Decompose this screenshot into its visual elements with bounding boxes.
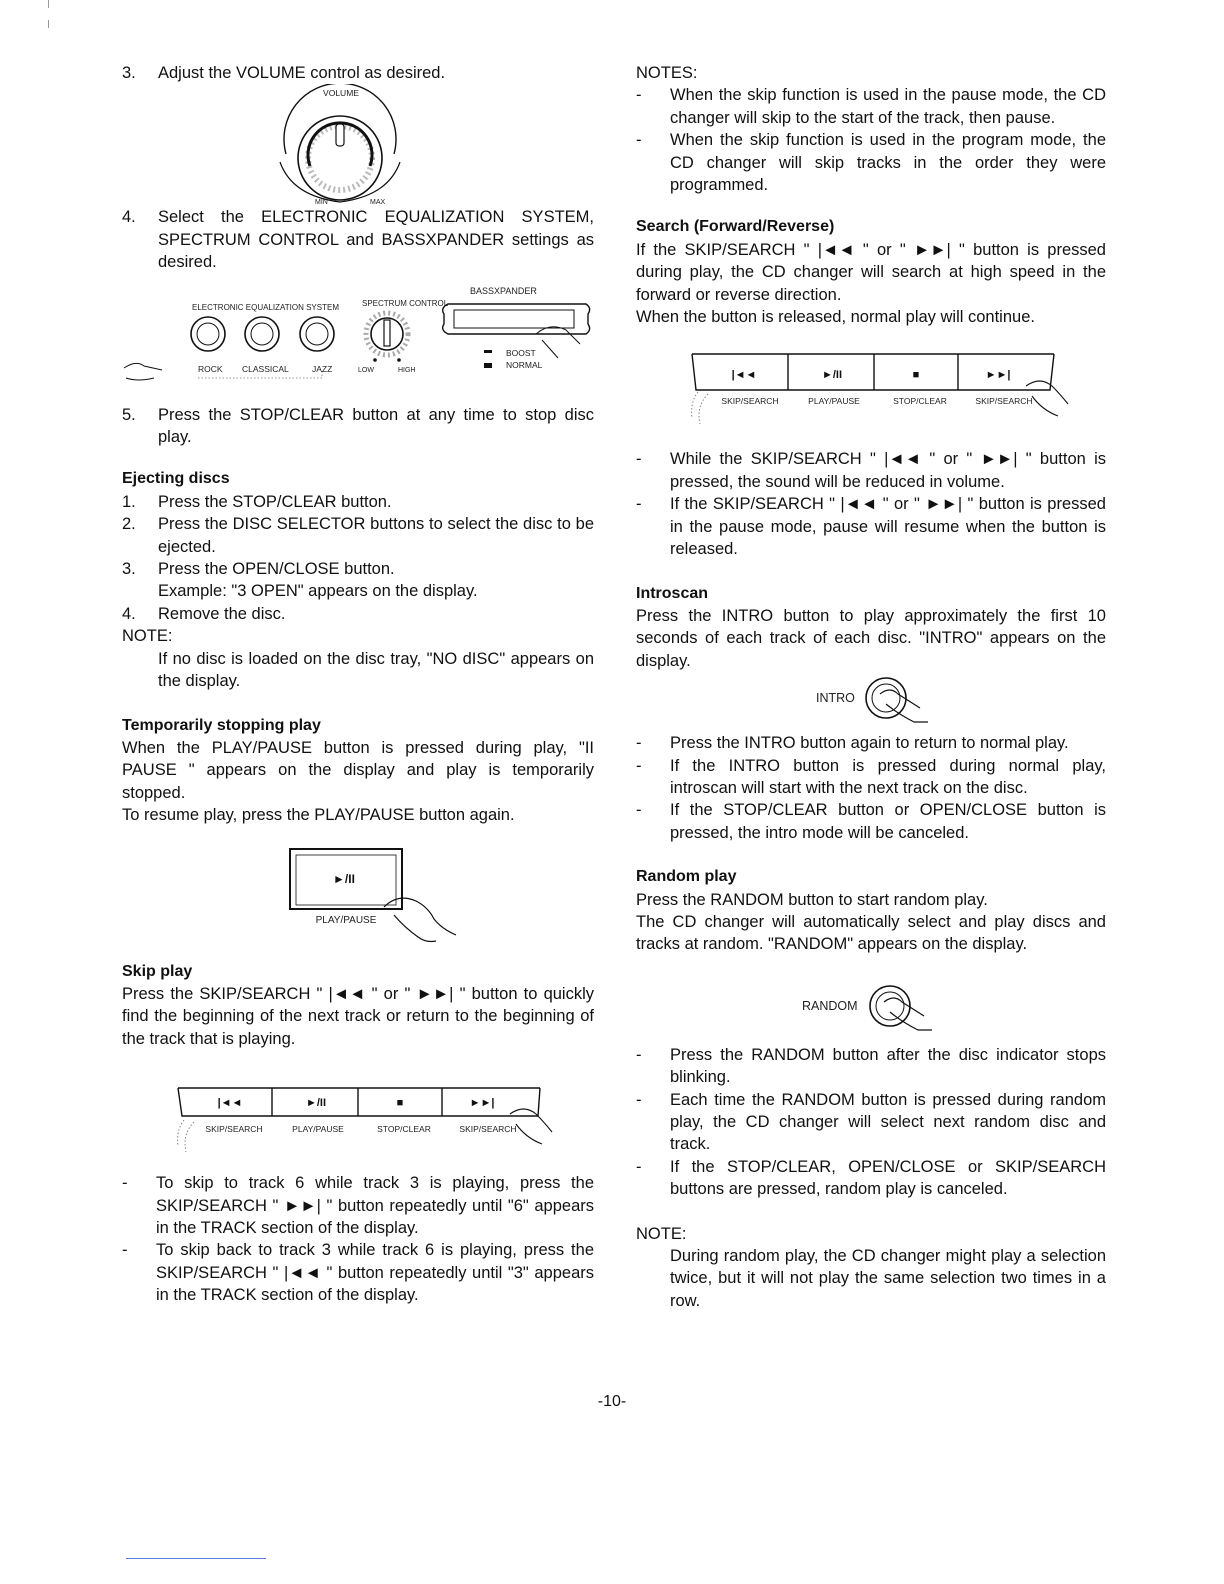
skip-play-heading: Skip play (122, 962, 193, 980)
scan-edge-mark-top (48, 0, 49, 8)
strip-label-skip-search-right: SKIP/SEARCH (975, 396, 1033, 407)
eject-example: Example: "3 OPEN" appears on the display. (158, 582, 478, 601)
eject-step-4: 4. Remove the disc. (122, 604, 286, 623)
random-note-text: During random play, the CD changer might play a selection twice, but it will not play the same selection two times in a row. (670, 1247, 1106, 1310)
svg-text:■: ■ (912, 369, 920, 382)
temp-stop-para-2: To resume play, press the PLAY/PAUSE button again. (122, 806, 515, 825)
stop-clear-strip-button[interactable] (397, 1097, 404, 1109)
svg-text:►/II: ►/II (821, 369, 843, 382)
introscan-bullet-1: - Press the INTRO button again to return to normal play. (636, 734, 1069, 753)
play-pause-symbol: ►/II (333, 871, 355, 886)
play-pause-strip-button[interactable] (822, 369, 842, 381)
svg-text:|◄◄: |◄◄ (217, 1097, 243, 1110)
spectrum-low-label: LOW (358, 366, 374, 374)
search-bullet-1: - While the SKIP/SEARCH " |◄◄ " or " ►►| " button is pressed, the sound will be reduced in volume. (636, 450, 1106, 491)
search-para-1: If the SKIP/SEARCH " |◄◄ " or " ►►| " button is pressed during play, the CD changer will search at high speed in the forward or reverse direction. (636, 240, 1106, 304)
play-pause-button[interactable] (290, 849, 402, 909)
left-column (122, 60, 594, 1307)
random-bullet-3: - If the STOP/CLEAR, OPEN/CLOSE or SKIP/SEARCH buttons are pressed, random play is canceled. (636, 1157, 1106, 1199)
eq-jazz-button[interactable] (300, 317, 334, 351)
notes-item-1: - When the skip function is used in the pause mode, the CD changer will skip to the start of the track, then pause. (636, 86, 1106, 127)
step-3-adjust-volume: 3. Adjust the VOLUME control as desired. (122, 64, 446, 82)
cd-button-strip-figure-left (122, 1066, 594, 1166)
strip-label-stop-clear: STOP/CLEAR (377, 1124, 431, 1135)
svg-text:►►|: ►►| (985, 369, 1011, 382)
cd-button-strip-figure-right (636, 342, 1106, 442)
eq-rock-button[interactable] (191, 317, 225, 351)
step-4-select-eq: 4. Select the ELECTRONIC EQUALIZATION SYSTEM, SPECTRUM CONTROL and BASSXPANDER settings as desired. (122, 208, 594, 272)
strip-label-skip-search-left: SKIP/SEARCH (721, 396, 779, 407)
search-heading: Search (Forward/Reverse) (636, 218, 835, 236)
introscan-para: Press the INTRO button to play approximately the first 10 seconds of each track of each disc. "INTRO" appears on the display. (636, 606, 1106, 670)
random-bullet-1: - Press the RANDOM button after the disc indicator stops blinking. (636, 1045, 1106, 1087)
intro-button[interactable] (866, 678, 906, 718)
pointing-hand-icon (124, 363, 162, 380)
search-para-2: When the button is released, normal play will continue. (636, 308, 1035, 327)
introscan-heading: Introscan (636, 584, 709, 602)
bassxpander-switch[interactable] (443, 304, 590, 334)
strip-label-stop-clear: STOP/CLEAR (893, 396, 947, 407)
volume-max-label: MAX (370, 199, 386, 207)
eq-system-label: ELECTRONIC EQUALIZATION SYSTEM (192, 302, 339, 312)
eq-classical-label: CLASSICAL (242, 363, 289, 374)
search-forward-button[interactable] (986, 369, 1011, 381)
volume-label: VOLUME (323, 88, 359, 99)
eject-note-label: NOTE: (122, 627, 173, 646)
random-note-label: NOTE: (636, 1224, 687, 1243)
equalizer-controls-figure (122, 280, 594, 392)
strip-label-play-pause: PLAY/PAUSE (808, 396, 860, 407)
svg-text:■: ■ (396, 1097, 404, 1110)
play-pause-label: PLAY/PAUSE (315, 914, 377, 926)
play-pause-button-figure (122, 845, 594, 955)
skip-forward-button[interactable] (470, 1097, 495, 1109)
bassxpander-boost-label: BOOST (506, 347, 536, 358)
random-play-heading: Random play (636, 868, 737, 886)
eq-rock-label: ROCK (198, 363, 223, 374)
ejecting-discs-heading: Ejecting discs (122, 470, 230, 488)
eject-step-3: 3. Press the OPEN/CLOSE button. (122, 560, 395, 579)
footnote-rule (126, 1558, 266, 1559)
random-para-2: The CD changer will automatically select and play discs and tracks at random. "RANDOM" appears on the display. (636, 912, 1106, 954)
random-button[interactable] (870, 986, 910, 1026)
random-bullet-2: - Each time the RANDOM button is pressed during random play, the CD changer will select next random disc and track. (636, 1090, 1106, 1154)
stop-clear-strip-button[interactable] (913, 369, 920, 381)
random-button-label: RANDOM (802, 998, 858, 1013)
spectrum-control-label: SPECTRUM CONTROL (362, 298, 449, 308)
bassxpander-normal-label: NORMAL (506, 359, 543, 370)
search-back-button[interactable] (732, 369, 757, 381)
strip-label-play-pause: PLAY/PAUSE (292, 1124, 344, 1135)
skip-bullet-1: - To skip to track 6 while track 3 is playing, press the SKIP/SEARCH " ►►| " button repeatedly until "6" appears in the TRACK section of the display. (122, 1174, 594, 1237)
scan-edge-mark-upper (48, 20, 49, 28)
eq-jazz-label: JAZZ (312, 363, 333, 374)
temp-stop-para-1: When the PLAY/PAUSE button is pressed during play, "II PAUSE " appears on the display and play is temporarily stopped. (122, 738, 594, 802)
play-pause-strip-button[interactable] (306, 1097, 326, 1109)
svg-text:►►|: ►►| (469, 1097, 495, 1110)
skip-bullet-2: - To skip back to track 3 while track 6 is playing, press the SKIP/SEARCH " |◄◄ " button repeatedly until "3" appears in the TRACK section of the display. (122, 1241, 594, 1305)
spectrum-high-label: HIGH (398, 366, 416, 374)
eject-step-2: 2. Press the DISC SELECTOR buttons to select the disc to be ejected. (122, 515, 594, 556)
temp-stop-heading: Temporarily stopping play (122, 716, 321, 734)
eject-note-text: If no disc is loaded on the disc tray, "NO dISC" appears on the display. (158, 649, 594, 691)
skip-back-button[interactable] (218, 1097, 243, 1109)
spectrum-control-knob[interactable] (366, 313, 408, 355)
eject-step-1: 1. Press the STOP/CLEAR button. (122, 492, 392, 511)
volume-knob-figure (122, 84, 594, 206)
intro-button-label: INTRO (816, 691, 855, 706)
introscan-bullet-3: - If the STOP/CLEAR button or OPEN/CLOSE button is pressed, the intro mode will be canceled. (636, 801, 1106, 842)
right-column (636, 60, 1106, 1312)
eq-classical-button[interactable] (245, 317, 279, 351)
random-para-1: Press the RANDOM button to start random play. (636, 890, 988, 909)
random-button-figure (636, 974, 1106, 1042)
pointing-hand-icon (536, 326, 580, 357)
notes-label: NOTES: (636, 64, 698, 82)
svg-text:►/II: ►/II (305, 1097, 327, 1110)
search-bullet-2: - If the SKIP/SEARCH " |◄◄ " or " ►►| " button is pressed in the pause mode, pause will resume when the button is released. (636, 495, 1106, 559)
step-5-stop: 5. Press the STOP/CLEAR button at any time to stop disc play. (122, 405, 594, 447)
volume-min-label: MIN (315, 199, 328, 207)
notes-item-2: - When the skip function is used in the program mode, the CD changer will skip tracks in the order they were programmed. (636, 131, 1106, 195)
svg-text:|◄◄: |◄◄ (731, 369, 757, 382)
bassxpander-label: BASSXPANDER (470, 285, 537, 296)
intro-button-figure (636, 664, 1106, 730)
strip-label-skip-search-right: SKIP/SEARCH (459, 1124, 517, 1135)
strip-label-skip-search-left: SKIP/SEARCH (205, 1124, 263, 1135)
skip-play-para: Press the SKIP/SEARCH " |◄◄ " or " ►►| " button to quickly find the beginning of the next track or return to the beginning of the track that is playing. (122, 984, 594, 1048)
introscan-bullet-2: - If the INTRO button is pressed during normal play, introscan will start with the next track on the disc. (636, 756, 1106, 797)
page-number: -10- (597, 1393, 627, 1410)
